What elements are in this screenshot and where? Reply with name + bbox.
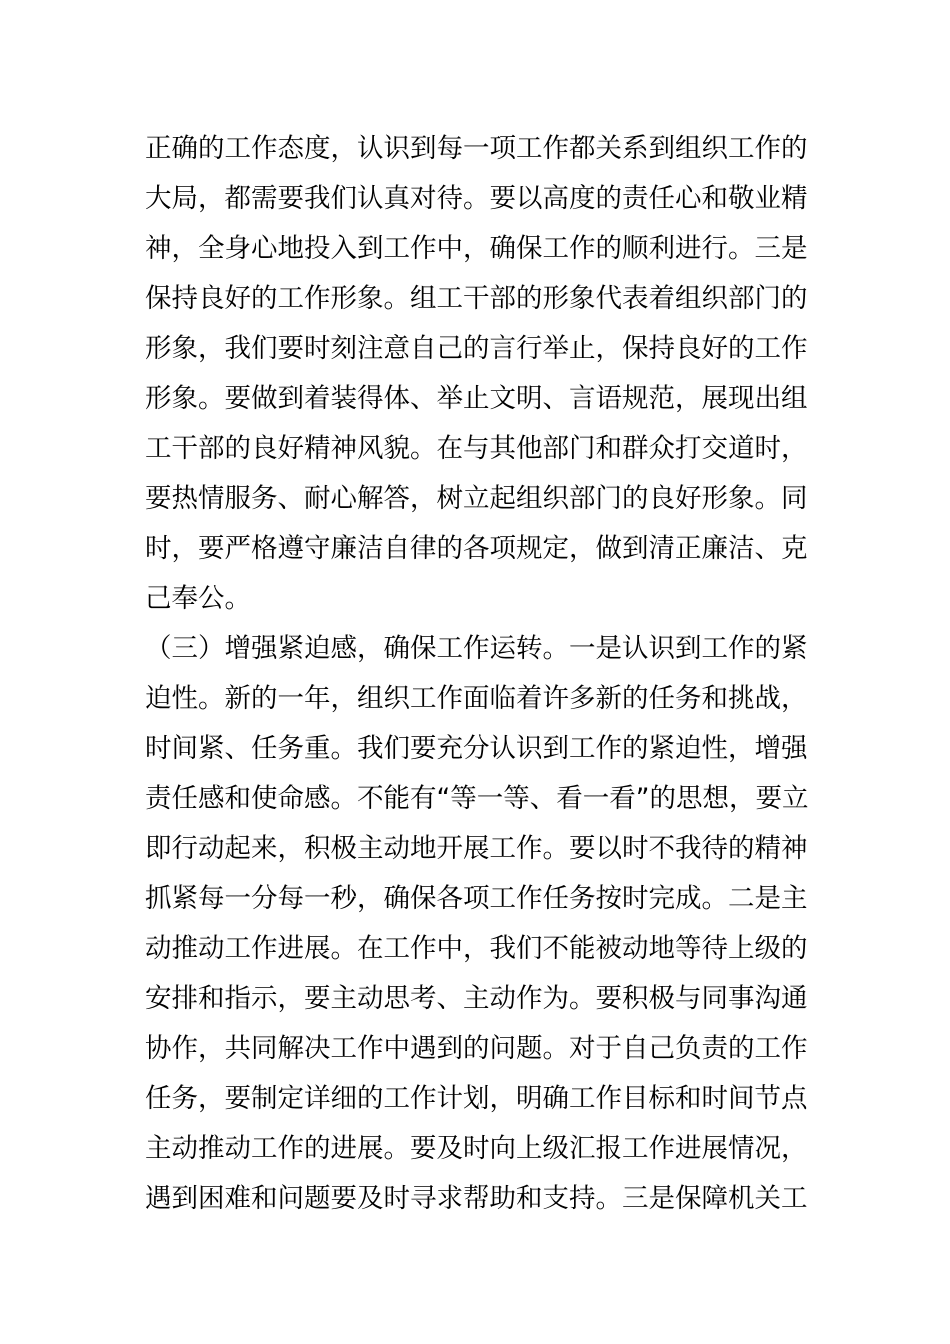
text-line: 主动推动工作的进展。要及时向上级汇报工作进展情况， xyxy=(145,1133,808,1164)
body-text xyxy=(145,124,810,1224)
section-heading-line: （三）增强紧迫感，确保工作运转。一是认识到工作的紧 xyxy=(145,633,808,664)
text-line: 迫性。新的一年，组织工作面临着许多新的任务和挑战， xyxy=(145,683,808,714)
text-line: 协作，共同解决工作中遇到的问题。对于自己负责的工作 xyxy=(145,1033,808,1064)
text-line: 即行动起来，积极主动地开展工作。要以时不我待的精神 xyxy=(145,833,808,864)
text-line: 时间紧、任务重。我们要充分认识到工作的紧迫性，增强 xyxy=(145,733,808,764)
text-line: 己奉公。 xyxy=(145,583,251,614)
text-line: 遇到困难和问题要及时寻求帮助和支持。三是保障机关工 xyxy=(145,1183,808,1214)
text-line: 形象。要做到着装得体、举止文明、言语规范，展现出组 xyxy=(145,383,808,414)
text-line: 动推动工作进展。在工作中，我们不能被动地等待上级的 xyxy=(145,933,808,964)
text-line: 任务，要制定详细的工作计划，明确工作目标和时间节点 xyxy=(145,1083,808,1114)
text-line: 时，要严格遵守廉洁自律的各项规定，做到清正廉洁、克 xyxy=(145,533,808,564)
text-line: 责任感和使命感。不能有“等一等、看一看”的思想，要立 xyxy=(145,783,809,814)
text-line: 要热情服务、耐心解答，树立起组织部门的良好形象。同 xyxy=(145,483,808,514)
text-line: 抓紧每一分每一秒，确保各项工作任务按时完成。二是主 xyxy=(145,883,808,914)
text-line: 形象，我们要时刻注意自己的言行举止，保持良好的工作 xyxy=(145,333,808,364)
text-line: 神，全身心地投入到工作中，确保工作的顺利进行。三是 xyxy=(145,233,808,264)
text-line: 安排和指示，要主动思考、主动作为。要积极与同事沟通 xyxy=(145,983,808,1014)
text-line: 保持良好的工作形象。组工干部的形象代表着组织部门的 xyxy=(145,283,808,314)
text-line: 正确的工作态度，认识到每一项工作都关系到组织工作的 xyxy=(145,133,808,164)
text-line: 工干部的良好精神风貌。在与其他部门和群众打交道时， xyxy=(145,433,808,464)
text-line: 大局，都需要我们认真对待。要以高度的责任心和敬业精 xyxy=(145,183,808,214)
